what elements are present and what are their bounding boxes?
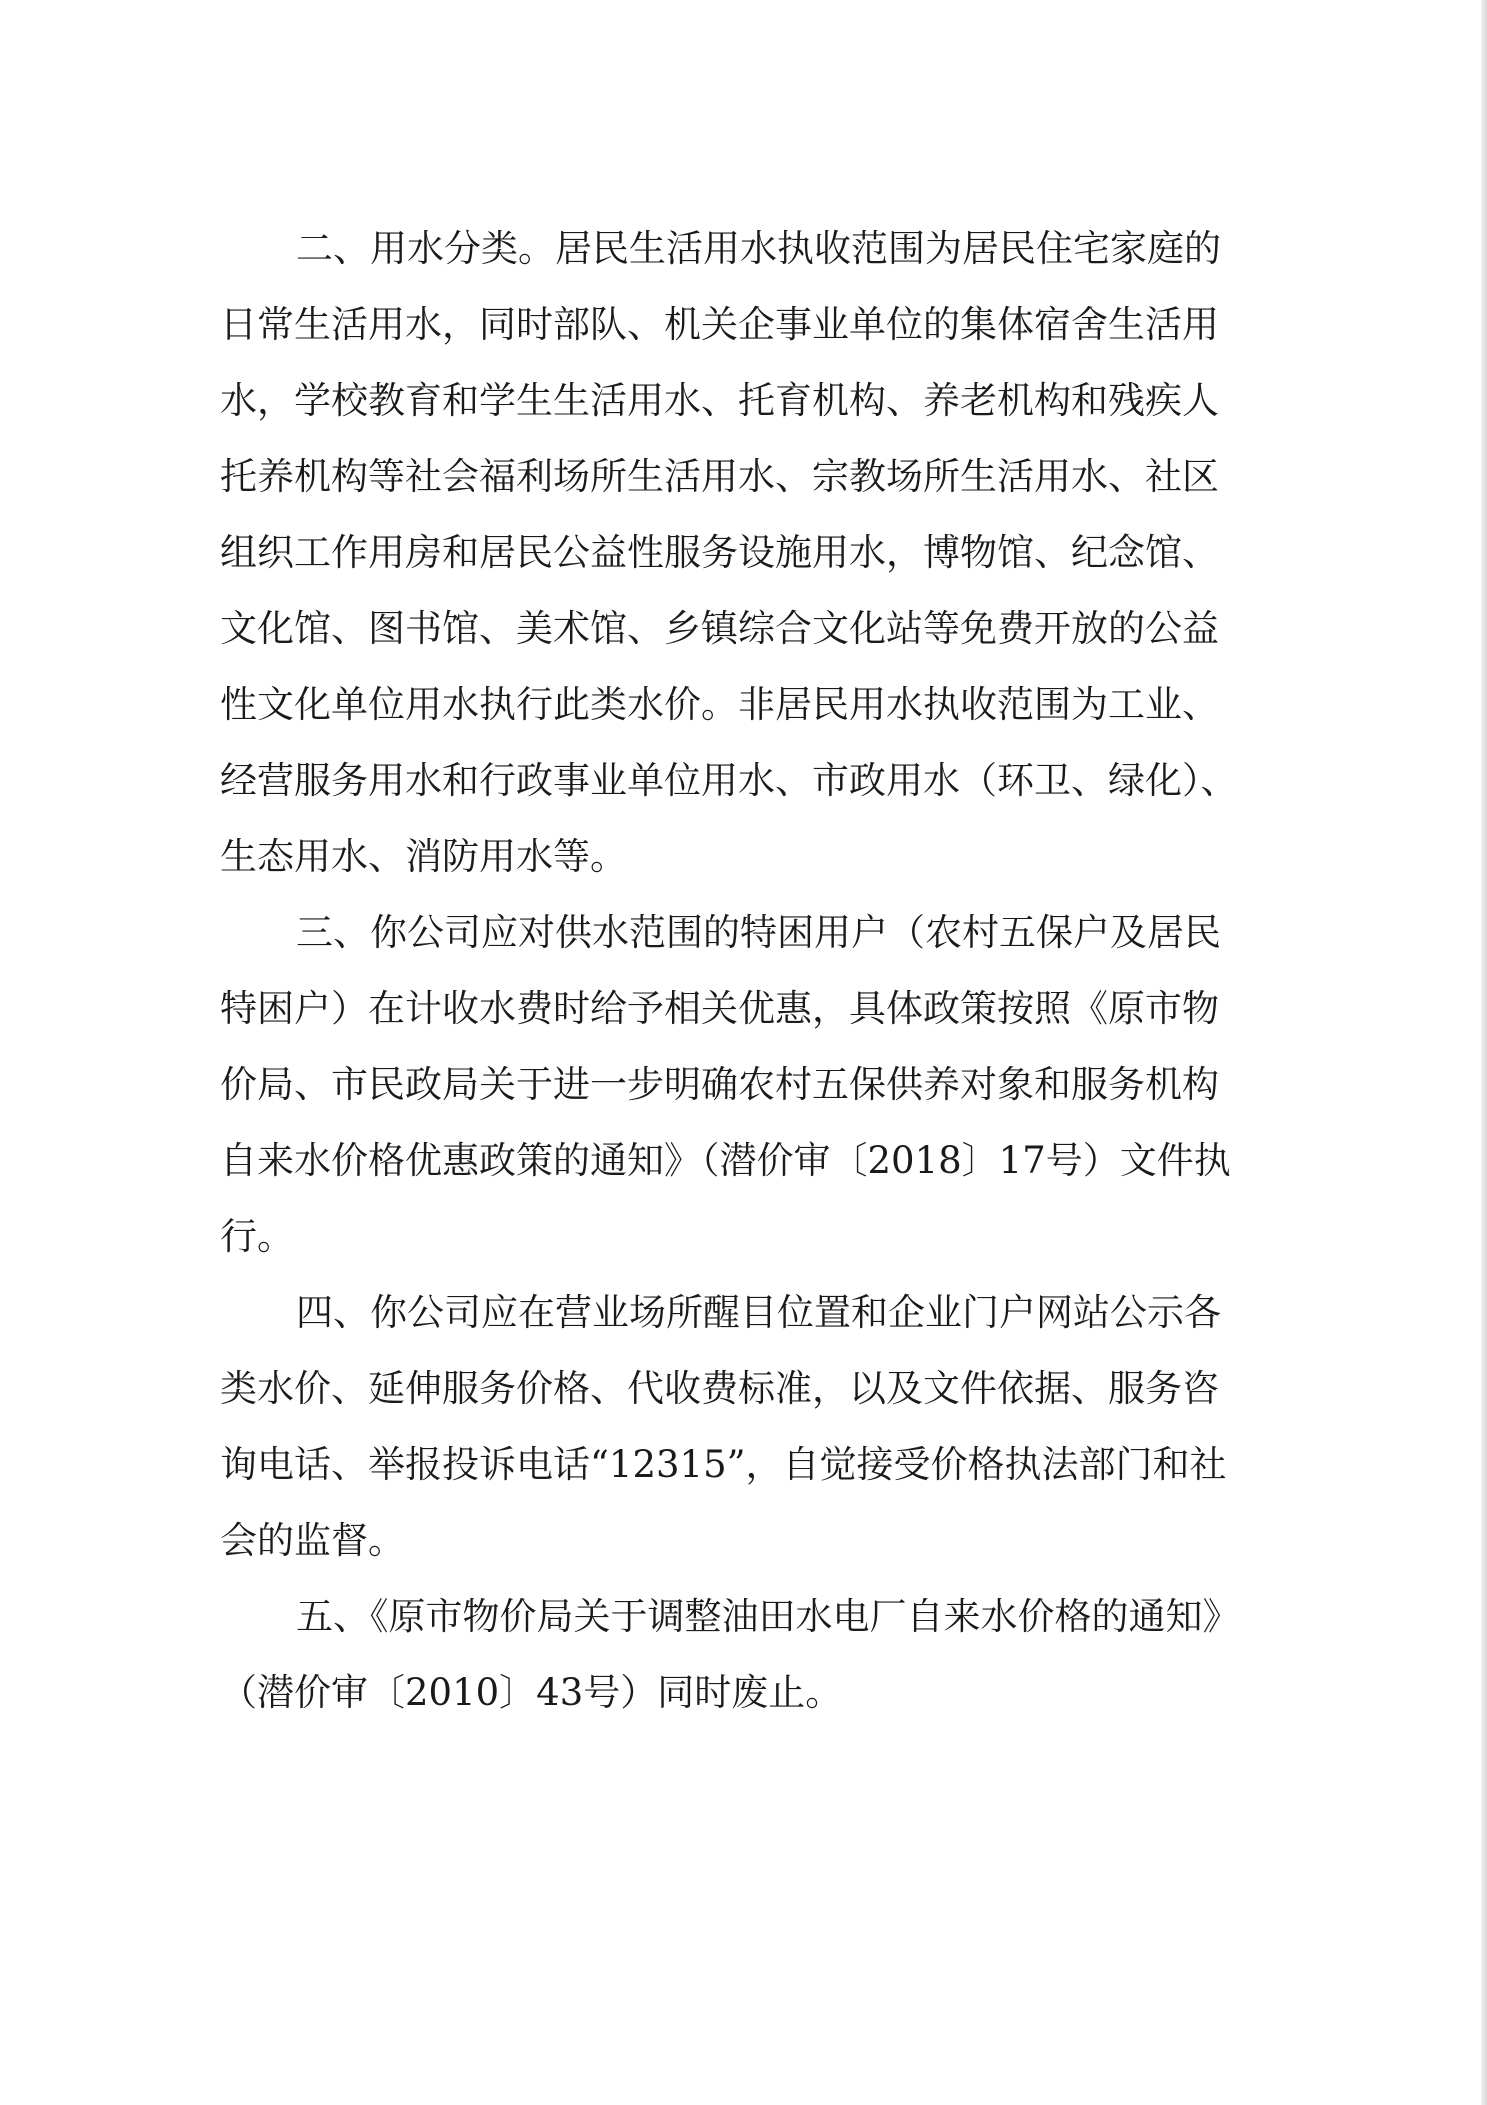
- para-2-line-7: 性文化单位用水执行此类水价。非居民用水执收范围为工业、: [220, 683, 1219, 726]
- scan-edge: [1481, 0, 1487, 2105]
- para-3-line-2: 特困户）在计收水费时给予相关优惠，具体政策按照《原市物: [220, 987, 1219, 1030]
- para-5-line-1: 五、《原市物价局关于调整油田水电厂自来水价格的通知》: [296, 1595, 1240, 1638]
- para-2-line-1: 二、用水分类。居民生活用水执收范围为居民住宅家庭的: [296, 227, 1221, 270]
- para-2-line-2: 日常生活用水，同时部队、机关企事业单位的集体宿舍生活用: [220, 303, 1219, 346]
- para-2-line-8: 经营服务用水和行政事业单位用水、市政用水（环卫、绿化）、: [220, 759, 1238, 802]
- para-3-line-5: 行。: [220, 1215, 294, 1258]
- para-2-line-5: 组织工作用房和居民公益性服务设施用水，博物馆、纪念馆、: [220, 531, 1219, 574]
- para-4-line-1: 四、你公司应在营业场所醒目位置和企业门户网站公示各: [296, 1291, 1221, 1334]
- para-4-line-4: 会的监督。: [220, 1519, 405, 1562]
- para-3-line-3: 价局、市民政局关于进一步明确农村五保供养对象和服务机构: [220, 1063, 1219, 1106]
- para-4-line-2: 类水价、延伸服务价格、代收费标准，以及文件依据、服务咨: [220, 1367, 1219, 1410]
- para-2-line-3: 水，学校教育和学生生活用水、托育机构、养老机构和残疾人: [220, 379, 1219, 422]
- para-2-line-9: 生态用水、消防用水等。: [220, 835, 627, 878]
- para-3-line-1: 三、你公司应对供水范围的特困用户（农村五保户及居民: [296, 911, 1221, 954]
- para-5-line-2: （潜价审〔2010〕43号）同时废止。: [220, 1671, 843, 1714]
- para-4-line-3: 询电话、举报投诉电话“12315”，自觉接受价格执法部门和社: [220, 1443, 1227, 1486]
- para-3-line-4: 自来水价格优惠政策的通知》（潜价审〔2018〕17号）文件执: [220, 1139, 1231, 1182]
- para-2-line-6: 文化馆、图书馆、美术馆、乡镇综合文化站等免费开放的公益: [220, 607, 1219, 650]
- para-2-line-4: 托养机构等社会福利场所生活用水、宗教场所生活用水、社区: [220, 455, 1219, 498]
